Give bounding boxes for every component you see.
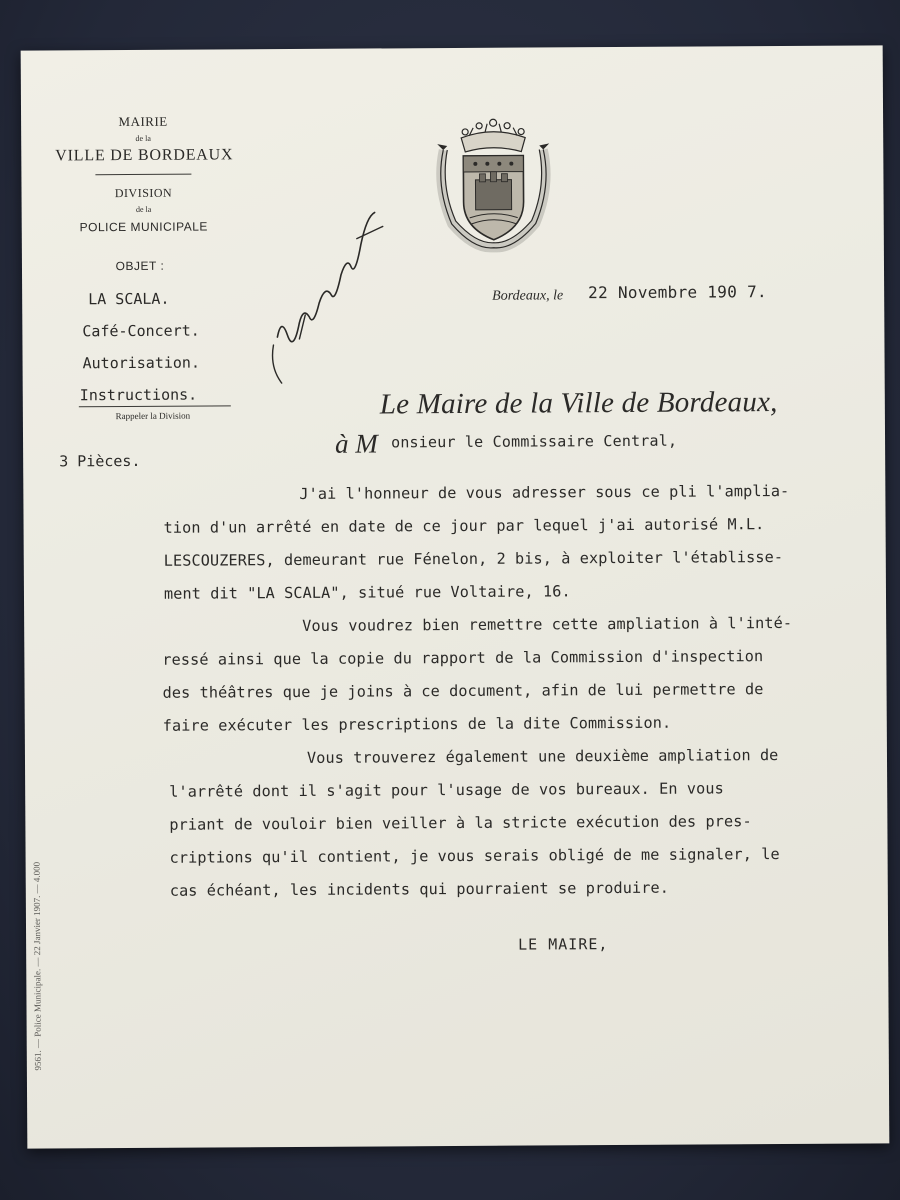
body-line: criptions qu'il contient, je vous serais obligé de me signaler, le — [169, 845, 780, 867]
salutation-recipient-prefix: à M — [334, 428, 378, 459]
letter-sheet — [21, 45, 890, 1148]
objet-line: Café-Concert. — [82, 321, 200, 341]
body-line: ressé ainsi que la copie du rapport de la Commission d'inspection — [162, 647, 764, 669]
objet-line: Instructions. — [79, 385, 198, 405]
letterhead-police: POLICE MUNICIPALE — [79, 219, 208, 235]
letterhead-mairie: MAIRIE — [118, 113, 168, 130]
salutation-recipient: onsieur le Commissaire Central, — [390, 431, 678, 452]
body-line: l'arrêté dont il s'agit pour l'usage de vos bureaux. En vous — [169, 779, 724, 801]
body-line: priant de vouloir bien veiller à la stricte exécution des pres- — [169, 812, 752, 834]
body-line: des théâtres que je joins à ce document, afin de lui permettre de — [162, 680, 764, 702]
letterhead-ville: VILLE DE BORDEAUX — [55, 146, 234, 165]
body-line: J'ai l'honneur de vous adresser sous ce pli l'amplia- — [299, 481, 790, 503]
objet-line: Autorisation. — [82, 353, 201, 373]
body-line: Vous voudrez bien remettre cette ampliation à l'inté- — [302, 613, 793, 635]
body-line: Vous trouverez également une deuxième ampliation de — [306, 746, 779, 767]
body-line: tion d'un arrêté en date de ce jour par lequel j'ai autorisé M.L. — [163, 515, 765, 537]
objet-label: OBJET : — [115, 258, 165, 274]
coat-of-arms-icon — [413, 105, 574, 256]
objet-line: LA SCALA. — [88, 289, 170, 309]
handwritten-annotation-icon — [246, 166, 397, 387]
body-line: cas échéant, les incidents qui pourraient se produire. — [169, 878, 670, 900]
letter-date: 22 Novembre 190 7. — [588, 282, 767, 303]
letterhead-de-la-2: de la — [135, 204, 152, 214]
letterhead-division: DIVISION — [114, 185, 173, 201]
printer-imprint: 9561. — Police Municipale. — 22 Janvier 1907. — 4.000 — [31, 861, 43, 1071]
date-prefix: Bordeaux, le — [492, 288, 564, 304]
salutation-sender: Le Maire de la Ville de Bordeaux, — [379, 386, 778, 421]
rappel-division: Rappeler la Division — [115, 410, 191, 422]
body-line: ment dit "LA SCALA", situé rue Voltaire, 16. — [163, 582, 571, 603]
letterhead-divider — [95, 174, 191, 176]
signature-block: LE MAIRE, — [518, 935, 609, 954]
pieces-count: 3 Pièces. — [59, 451, 141, 471]
body-line: LESCOUZERES, demeurant rue Fénelon, 2 bis, à exploiter l'établisse- — [163, 547, 784, 570]
objet-divider — [79, 405, 231, 407]
letterhead-de-la: de la — [135, 133, 151, 143]
body-line: faire exécuter les prescriptions de la dite Commission. — [162, 713, 672, 735]
